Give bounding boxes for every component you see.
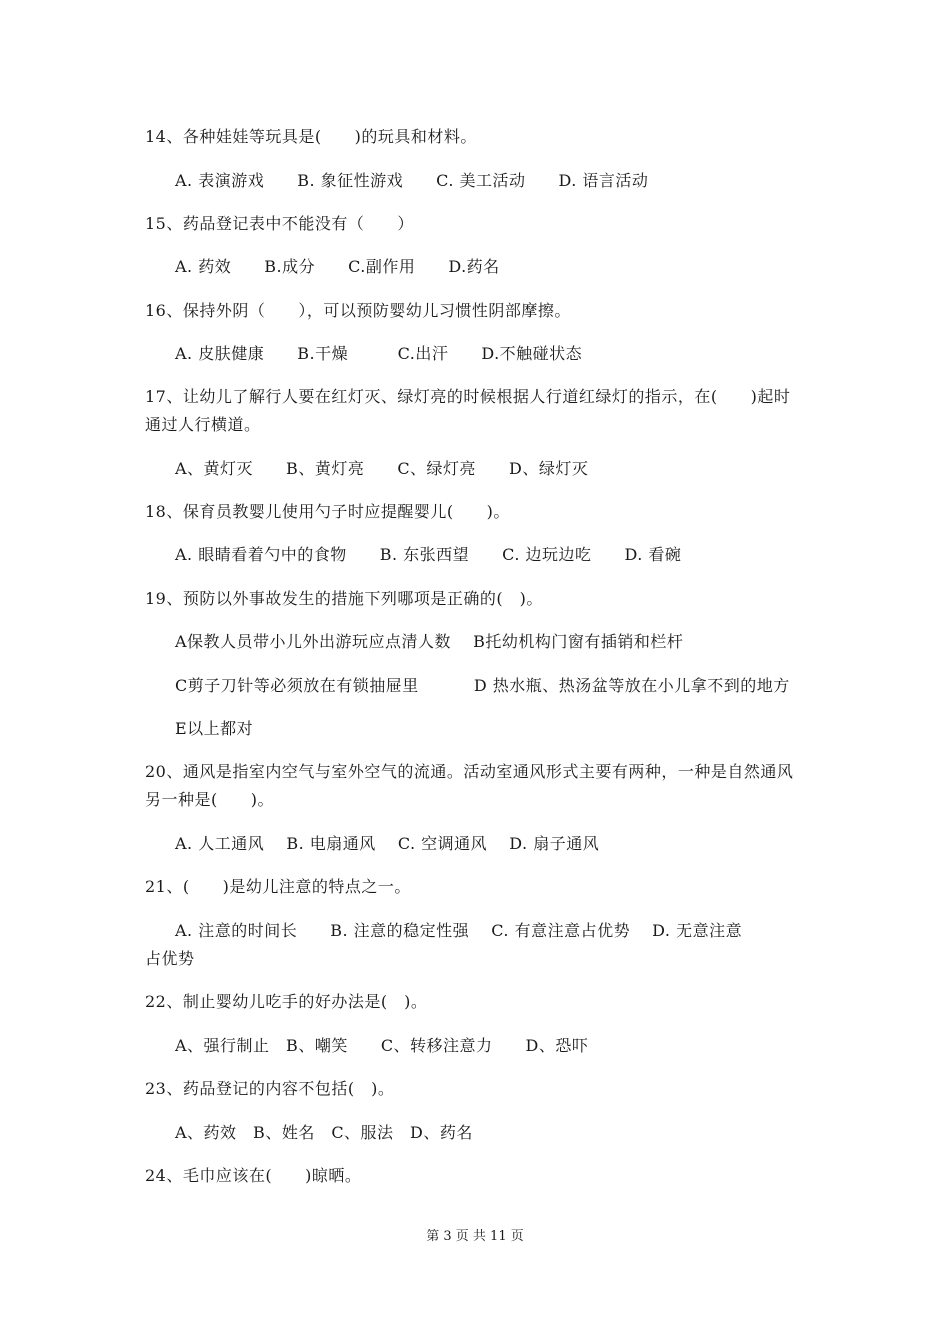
question-19-options-cd: C剪子刀针等必须放在有锁抽屉里 D 热水瓶、热汤盆等放在小儿拿不到的地方 — [175, 676, 790, 695]
question-15-options: A. 药效 B.成分 C.副作用 D.药名 — [175, 257, 500, 276]
question-20-stem: 20、通风是指室内空气与室外空气的流通。活动室通风形式主要有两种，一种是自然通风 — [145, 762, 794, 781]
question-21-options: A. 注意的时间长 B. 注意的稳定性强 C. 有意注意占优势 D. 无意注意 — [175, 921, 743, 940]
question-21-options-continued: 占优势 — [145, 949, 195, 968]
question-16-stem: 16、保持外阴（ ），可以预防婴幼儿习惯性阴部摩擦。 — [145, 301, 571, 320]
question-14-stem: 14、各种娃娃等玩具是( )的玩具和材料。 — [145, 127, 477, 146]
question-19-option-e: E以上都对 — [175, 719, 254, 738]
question-23-options: A、药效 B、姓名 C、服法 D、药名 — [175, 1123, 473, 1142]
question-20-stem-continued: 另一种是( )。 — [145, 790, 274, 809]
question-17-stem-continued: 通过人行横道。 — [145, 415, 261, 434]
question-21-stem: 21、( )是幼儿注意的特点之一。 — [145, 877, 411, 896]
question-17-stem: 17、让幼儿了解行人要在红灯灭、绿灯亮的时候根据人行道红绿灯的指示，在( )起时 — [145, 387, 791, 406]
question-14-options: A. 表演游戏 B. 象征性游戏 C. 美工活动 D. 语言活动 — [175, 171, 649, 190]
question-19-options-ab: A保教人员带小儿外出游玩应点清人数 B托幼机构门窗有插销和栏杆 — [175, 632, 684, 651]
page-number-footer: 第 3 页 共 11 页 — [426, 1229, 524, 1244]
question-20-options: A. 人工通风 B. 电扇通风 C. 空调通风 D. 扇子通风 — [175, 834, 600, 853]
question-18-stem: 18、保育员教婴儿使用勺子时应提醒婴儿( )。 — [145, 502, 510, 521]
question-19-stem: 19、预防以外事故发生的措施下列哪项是正确的( )。 — [145, 589, 543, 608]
question-23-stem: 23、药品登记的内容不包括( )。 — [145, 1079, 395, 1098]
question-18-options: A. 眼睛看着勺中的食物 B. 东张西望 C. 边玩边吃 D. 看碗 — [175, 545, 682, 564]
question-24-stem: 24、毛巾应该在( )晾晒。 — [145, 1166, 362, 1185]
question-22-stem: 22、制止婴幼儿吃手的好办法是( )。 — [145, 992, 428, 1011]
question-17-options: A、黄灯灭 B、黄灯亮 C、绿灯亮 D、绿灯灭 — [175, 459, 589, 478]
question-15-stem: 15、药品登记表中不能没有（ ） — [145, 214, 414, 233]
question-16-options: A. 皮肤健康 B.干燥 C.出汗 D.不触碰状态 — [175, 344, 583, 363]
question-22-options: A、强行制止 B、嘲笑 C、转移注意力 D、恐吓 — [175, 1036, 589, 1055]
